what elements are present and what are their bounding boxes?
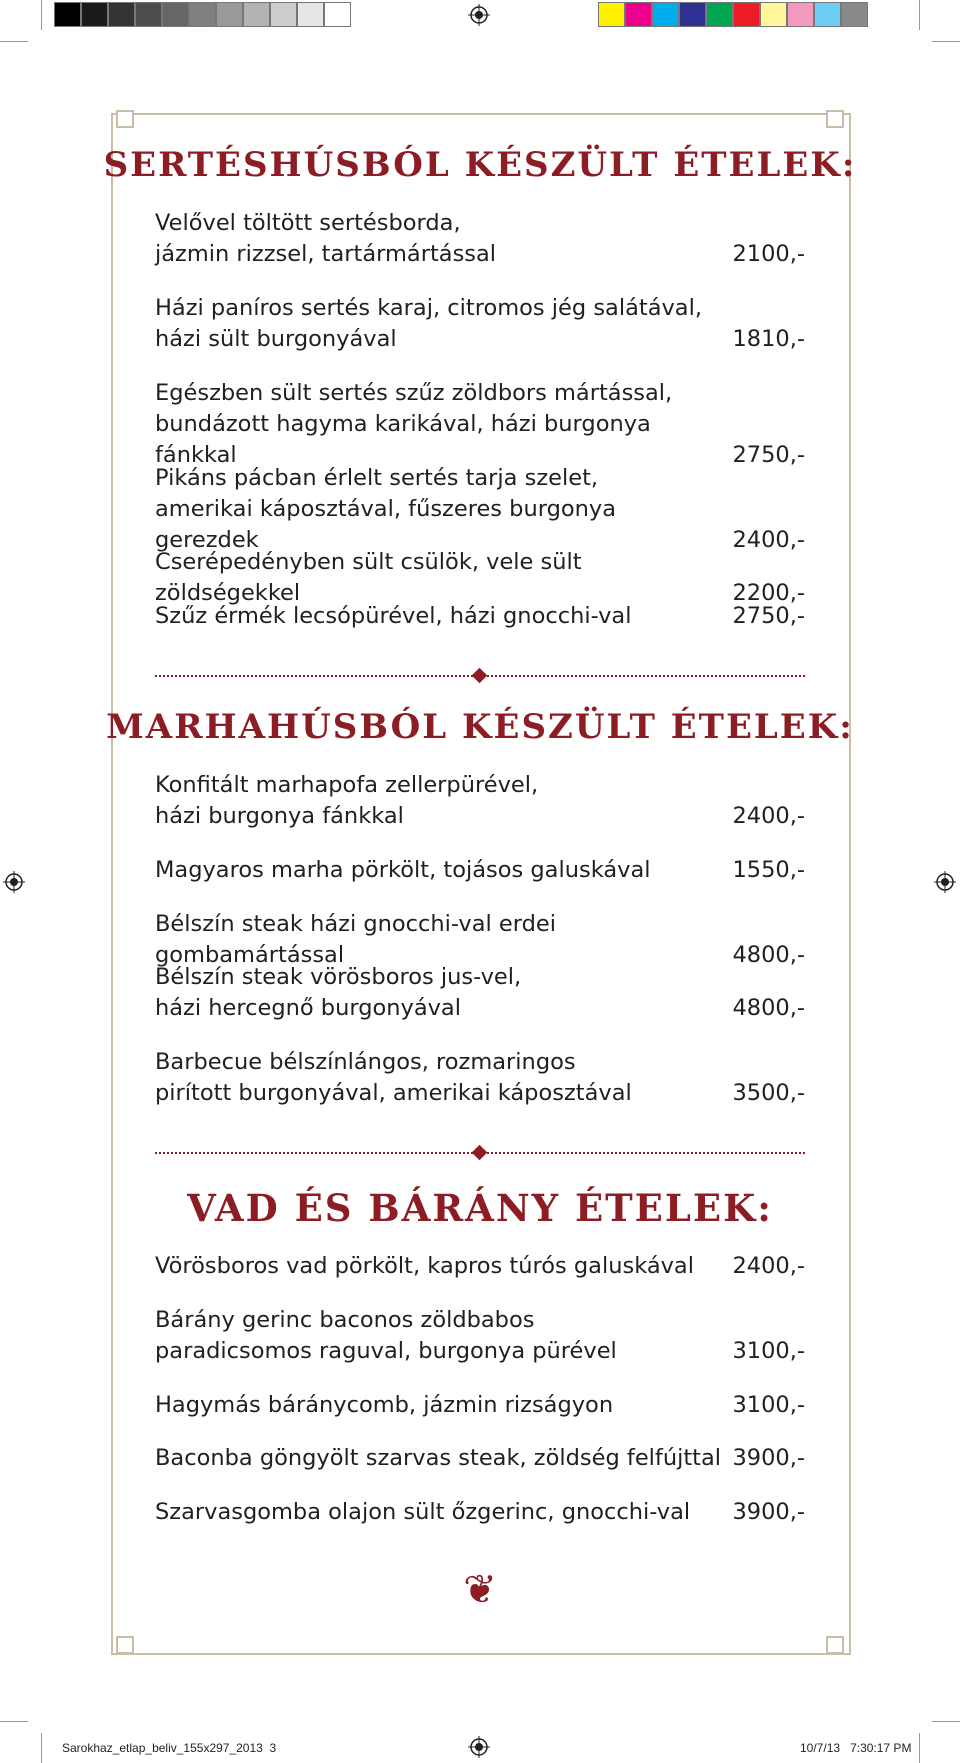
section-title-game-lamb: VAD ÉS BÁRÁNY ÉTELEK: (187, 1186, 773, 1230)
menu-item-price: 2400,- (732, 1253, 805, 1279)
crop-mark (932, 1721, 960, 1722)
gray-swatch (108, 2, 135, 27)
gray-swatch (54, 2, 81, 27)
menu-item-name: Magyaros marha pörkölt, tojásos galuskával (155, 857, 651, 883)
menu-item-price: 1810,- (732, 326, 805, 352)
slug-page: 3 (269, 1741, 277, 1755)
crop-mark (41, 1733, 42, 1763)
menu-item-price: 3900,- (732, 1499, 805, 1525)
menu-item-price: 2750,- (732, 603, 805, 629)
menu-item (155, 547, 805, 609)
menu-item-price: 2400,- (732, 803, 805, 829)
menu-item-name: Velővel töltött sertésborda, jázmin rizzsel, tartármártással (155, 210, 497, 267)
gray-swatch (324, 2, 351, 27)
registration-mark-icon (3, 871, 25, 893)
registration-mark-icon (468, 4, 490, 26)
registration-mark-icon (934, 871, 956, 893)
frame-corner-ornament (826, 1636, 844, 1654)
menu-item (155, 1047, 805, 1109)
color-swatch (787, 2, 814, 27)
menu-item (155, 770, 805, 832)
menu-item-name: Bélszín steak házi gnocchi-val erdei gombamártással (155, 911, 557, 968)
color-swatch (733, 2, 760, 27)
menu-item (155, 1305, 805, 1367)
menu-item-price: 4800,- (732, 942, 805, 968)
color-swatch (679, 2, 706, 27)
gray-swatch (243, 2, 270, 27)
menu-item-name: Szarvasgomba olajon sült őzgerinc, gnocchi-val (155, 1499, 691, 1525)
crop-mark (0, 1721, 28, 1722)
color-swatch (814, 2, 841, 27)
frame-corner-ornament (116, 1636, 134, 1654)
menu-item-price: 3900,- (732, 1445, 805, 1471)
color-swatch (760, 2, 787, 27)
menu-item-name: Baconba göngyölt szarvas steak, zöldség felfújttal (155, 1445, 722, 1471)
section-title-beef: MARHAHÚSBÓL KÉSZÜLT ÉTELEK: (106, 707, 854, 747)
print-slug (62, 1741, 276, 1755)
crop-mark (932, 41, 960, 42)
menu-item-price: 2200,- (732, 580, 805, 606)
menu-item (155, 293, 805, 355)
menu-item (155, 463, 805, 556)
menu-item (155, 1251, 805, 1282)
section-title-pork: SERTÉSHÚSBÓL KÉSZÜLT ÉTELEK: (103, 145, 857, 185)
gray-swatch (189, 2, 216, 27)
menu-item-price: 2100,- (732, 241, 805, 267)
print-slug-timestamp (800, 1741, 911, 1755)
gray-swatch (297, 2, 324, 27)
menu-item (155, 378, 805, 471)
menu-item-price: 2750,- (732, 442, 805, 468)
menu-item (155, 1390, 805, 1421)
gray-swatch (216, 2, 243, 27)
gray-swatch (135, 2, 162, 27)
menu-item-price: 3100,- (732, 1392, 805, 1418)
color-swatch (652, 2, 679, 27)
menu-item (155, 962, 805, 1024)
registration-mark-icon (468, 1736, 490, 1758)
gray-swatch (81, 2, 108, 27)
menu-item-price: 4800,- (732, 995, 805, 1021)
color-swatch (706, 2, 733, 27)
color-swatch (841, 2, 868, 27)
menu-item (155, 855, 805, 886)
menu-item-name: Barbecue bélszínlángos, rozmaringos pirított burgonyával, amerikai káposztával (155, 1049, 632, 1106)
menu-item-name: Egészben sült sertés szűz zöldbors mártással, bundázott hagyma karikával, házi burgonya fánkkal (155, 380, 673, 468)
menu-item-name: Konfitált marhapofa zellerpürével, házi burgonya fánkkal (155, 772, 539, 829)
frame-corner-ornament (116, 110, 134, 128)
menu-item-name: Bélszín steak vörösboros jus-vel, házi hercegnő burgonyával (155, 964, 522, 1021)
color-swatch (625, 2, 652, 27)
menu-item (155, 1443, 805, 1474)
menu-item-price: 1550,- (732, 857, 805, 883)
menu-item-name: Vörösboros vad pörkölt, kapros túrós galuskával (155, 1253, 694, 1279)
crop-mark (919, 0, 920, 30)
slug-time: 7:30:17 PM (850, 1741, 912, 1755)
color-swatch (598, 2, 625, 27)
crop-mark (0, 41, 28, 42)
menu-item-name: Bárány gerinc baconos zöldbabos paradicsomos raguval, burgonya pürével (155, 1307, 617, 1364)
menu-item-price: 3500,- (732, 1080, 805, 1106)
menu-item-name: Szűz érmék lecsópürével, házi gnocchi-val (155, 603, 632, 629)
menu-item-name: Hagymás báránycomb, jázmin rizságyon (155, 1392, 614, 1418)
menu-item-name: Cserépedényben sült csülök, vele sült zöldségekkel (155, 549, 582, 606)
fleuron-icon: ❦ (463, 1567, 497, 1613)
slug-filename: Sarokhaz_etlap_beliv_155x297_2013 (62, 1741, 263, 1755)
gray-swatch (162, 2, 189, 27)
crop-mark (919, 1733, 920, 1763)
menu-item (155, 208, 805, 270)
menu-item (155, 601, 805, 632)
menu-item (155, 1497, 805, 1528)
crop-mark (41, 0, 42, 30)
frame-corner-ornament (826, 110, 844, 128)
gray-swatch (270, 2, 297, 27)
menu-item-name: Házi paníros sertés karaj, citromos jég salátával, házi sült burgonyával (155, 295, 702, 352)
menu-item-price: 3100,- (732, 1338, 805, 1364)
slug-date: 10/7/13 (800, 1741, 841, 1755)
menu-item-name: Pikáns pácban érlelt sertés tarja szelet, amerikai káposztával, fűszeres burgonya gerezdek (155, 465, 616, 553)
menu-item-price: 2400,- (732, 527, 805, 553)
